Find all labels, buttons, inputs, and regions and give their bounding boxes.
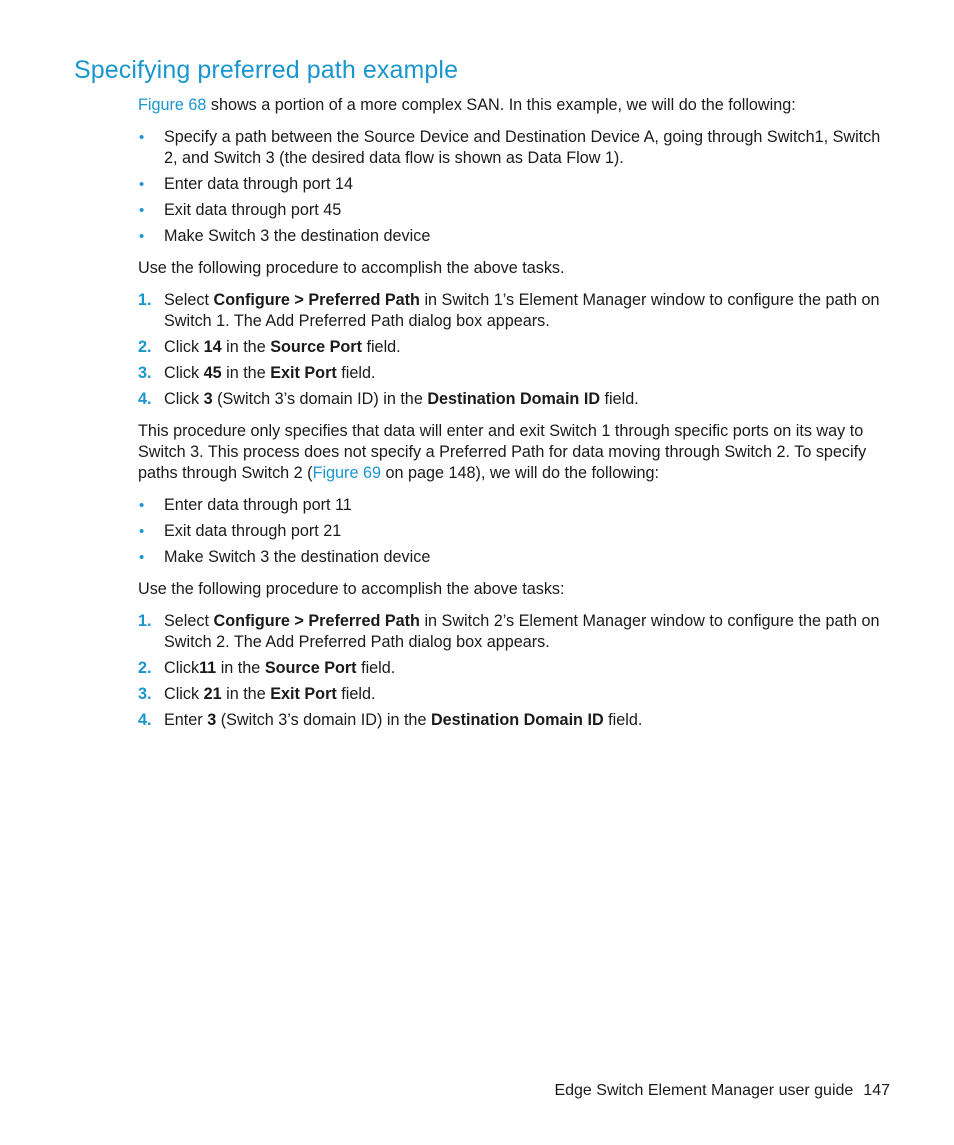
- step-text: field.: [336, 685, 376, 703]
- list-item: [138, 174, 898, 195]
- list-item: [138, 495, 898, 516]
- page-number: 147: [863, 1082, 890, 1099]
- bullet-icon: •: [139, 523, 145, 540]
- step-bold: 3: [203, 390, 213, 408]
- step-text: field.: [603, 711, 643, 729]
- intro-text: shows a portion of a more complex SAN. In this example, we will do the following:: [206, 96, 796, 114]
- step-text: in the: [221, 685, 271, 703]
- list-item-text: Enter data through port 14: [164, 175, 353, 193]
- step-bold: Configure > Preferred Path: [213, 612, 420, 630]
- step-text: Click: [164, 338, 204, 356]
- step-text: field.: [356, 659, 396, 677]
- bullet-icon: •: [139, 202, 145, 219]
- list-item: [138, 226, 898, 247]
- list-item-text: Enter data through port 11: [164, 496, 352, 514]
- step-text: field.: [600, 390, 639, 408]
- step-text: in Switch 1’s Element Manager window to configure the path on Switch 1. The Add Preferred Path dialog box appears.: [164, 291, 880, 330]
- step-bold: 3: [207, 711, 217, 729]
- step-bold: Exit Port: [270, 685, 337, 703]
- bullet-icon: •: [139, 497, 145, 514]
- footer-title: Edge Switch Element Manager user guide: [554, 1082, 854, 1099]
- step-bold: 11: [199, 659, 217, 677]
- body-content: [138, 95, 898, 742]
- procedure-steps-1: [138, 290, 898, 410]
- task-list-2: [138, 495, 898, 568]
- step-text: (Switch 3’s domain ID) in the: [216, 711, 431, 729]
- procedure-intro-1: Use the following procedure to accomplish the above tasks.: [138, 259, 565, 277]
- step-text: Click: [164, 364, 204, 382]
- procedure-step: [138, 684, 898, 705]
- step-number: 2.: [138, 659, 152, 677]
- step-text: Select: [164, 291, 214, 309]
- list-item-text: Exit data through port 21: [164, 522, 342, 540]
- intro-paragraph: [138, 95, 898, 116]
- list-item-text: Exit data through port 45: [164, 201, 342, 219]
- list-item: [138, 521, 898, 542]
- step-text: (Switch 3’s domain ID) in the: [212, 390, 428, 408]
- paragraph-text: on page 148), we will do the following:: [380, 464, 660, 482]
- figure-68-link[interactable]: Figure 68: [138, 96, 207, 114]
- task-list-1: [138, 127, 898, 247]
- step-text: Click: [164, 659, 200, 677]
- step-number: 2.: [138, 338, 152, 356]
- step-bold: Destination Domain ID: [430, 711, 604, 729]
- step-number: 1.: [138, 612, 152, 630]
- procedure-step: [138, 290, 898, 332]
- step-bold: 45: [203, 364, 222, 382]
- step-number: 3.: [138, 364, 152, 382]
- bullet-icon: •: [139, 549, 145, 566]
- step-bold: 14: [203, 338, 222, 356]
- step-bold: 21: [203, 685, 222, 703]
- step-text: Enter: [164, 711, 208, 729]
- step-number: 4.: [138, 711, 152, 729]
- explanation-paragraph: [138, 421, 898, 484]
- procedure-step: [138, 710, 898, 731]
- figure-69-link[interactable]: Figure 69: [312, 464, 381, 482]
- step-text: in the: [216, 659, 265, 677]
- bullet-icon: •: [139, 228, 145, 245]
- bullet-icon: •: [139, 176, 145, 193]
- step-text: field.: [336, 364, 376, 382]
- step-bold: Source Port: [270, 338, 362, 356]
- step-bold: Source Port: [264, 659, 357, 677]
- step-text: field.: [361, 338, 401, 356]
- step-text: in the: [221, 338, 271, 356]
- step-text: Select: [164, 612, 214, 630]
- step-text: Click: [164, 390, 204, 408]
- step-bold: Destination Domain ID: [427, 390, 601, 408]
- step-text: in Switch 2’s Element Manager window to configure the path on Switch 2. The Add Preferred Path dialog box appears.: [164, 612, 880, 651]
- list-item-text: Make Switch 3 the destination device: [164, 227, 431, 245]
- step-number: 3.: [138, 685, 152, 703]
- procedure-step: [138, 337, 898, 358]
- list-item: [138, 127, 898, 169]
- bullet-icon: •: [139, 129, 145, 146]
- procedure-step: [138, 389, 898, 410]
- procedure-step: [138, 611, 898, 653]
- step-text: in the: [221, 364, 271, 382]
- procedure-step: [138, 658, 898, 679]
- section-heading: Specifying preferred path example: [74, 56, 459, 84]
- step-bold: Configure > Preferred Path: [213, 291, 420, 309]
- procedure-steps-2: [138, 611, 898, 731]
- list-item: [138, 547, 898, 568]
- step-number: 4.: [138, 390, 152, 408]
- page-footer: [554, 1082, 890, 1100]
- step-number: 1.: [138, 291, 152, 309]
- list-item-text: Make Switch 3 the destination device: [164, 548, 431, 566]
- procedure-intro-2: Use the following procedure to accomplish the above tasks:: [138, 580, 565, 598]
- step-bold: Exit Port: [270, 364, 337, 382]
- step-text: Click: [164, 685, 204, 703]
- paragraph-text: This procedure only specifies that data will enter and exit Switch 1 through specific ports on its way to Switch 3. This process does not specify a Preferred Path for data moving through Switch 2. To specify paths through Switch 2 (: [138, 422, 867, 482]
- list-item-text: Specify a path between the Source Device and Destination Device A, going through Switch1, Switch 2, and Switch 3 (the desired data flow is shown as Data Flow 1).: [164, 128, 881, 167]
- list-item: [138, 200, 898, 221]
- procedure-step: [138, 363, 898, 384]
